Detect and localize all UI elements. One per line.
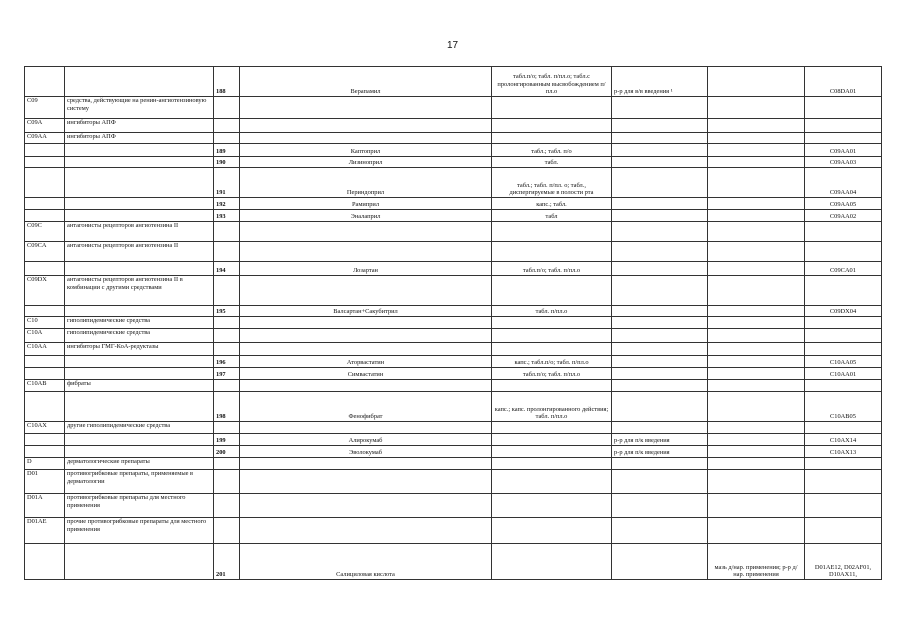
atc-group-code-cell [25, 198, 65, 210]
table-row [25, 97, 882, 119]
item-number-cell: 193 [214, 210, 240, 222]
topical-form-cell [708, 329, 805, 343]
drug-name-cell: Верапамил [240, 67, 492, 97]
atc-group-code-cell: C10 [25, 317, 65, 329]
topical-form-cell [708, 222, 805, 242]
drug-name-cell [240, 242, 492, 262]
topical-form-cell [708, 343, 805, 356]
route-cell [612, 518, 708, 544]
topical-form-cell [708, 210, 805, 222]
item-number-cell [214, 422, 240, 434]
topical-form-cell [708, 470, 805, 494]
atc-group-name-cell [65, 168, 214, 198]
route-cell [612, 343, 708, 356]
item-number-cell [214, 242, 240, 262]
drug-name-cell: Эналаприл [240, 210, 492, 222]
route-cell [612, 356, 708, 368]
dosage-form-cell: табл.п/о; табл. п/пл.о [492, 368, 612, 380]
table-row [25, 343, 882, 356]
drug-name-cell [240, 458, 492, 470]
dosage-form-cell [492, 544, 612, 580]
route-cell [612, 144, 708, 157]
atc-code-cell: C09AA01 [805, 144, 882, 157]
item-number-cell: 194 [214, 262, 240, 276]
dosage-form-cell: табл.; табл. п/пл. о; табл., диспергируемые в полости рта [492, 168, 612, 198]
drug-name-cell: Алирокумаб [240, 434, 492, 446]
atc-group-code-cell [25, 157, 65, 168]
atc-code-cell: C09AA05 [805, 198, 882, 210]
atc-code-cell: D01AE12, D02AF01, D10AX11, [805, 544, 882, 580]
topical-form-cell [708, 198, 805, 210]
atc-group-name-cell [65, 356, 214, 368]
atc-group-code-cell: C10AA [25, 343, 65, 356]
route-cell [612, 368, 708, 380]
atc-group-code-cell [25, 262, 65, 276]
table-row [25, 157, 882, 168]
topical-form-cell [708, 446, 805, 458]
atc-group-name-cell [65, 392, 214, 422]
dosage-form-cell: табл.п/о; табл. п/пл.о; табл.с пролонгированным высвобождением п/пл.о [492, 67, 612, 97]
table-row [25, 262, 882, 276]
table-row [25, 306, 882, 317]
drug-name-cell: Лизиноприл [240, 157, 492, 168]
page-number: 17 [446, 40, 459, 51]
atc-code-cell: C10AB05 [805, 392, 882, 422]
atc-group-code-cell [25, 544, 65, 580]
drug-name-cell [240, 317, 492, 329]
atc-code-cell: C10AA01 [805, 368, 882, 380]
topical-form-cell [708, 368, 805, 380]
atc-group-name-cell: гиполипидемические средства [65, 329, 214, 343]
table-row [25, 276, 882, 306]
table-row [25, 356, 882, 368]
atc-group-name-cell: гиполипидемические средства [65, 317, 214, 329]
atc-group-name-cell: антагонисты рецепторов ангиотензина II [65, 222, 214, 242]
atc-group-name-cell: фибраты [65, 380, 214, 392]
route-cell: р-р для в/в введения ¹ [612, 67, 708, 97]
drug-name-cell [240, 97, 492, 119]
atc-code-cell [805, 343, 882, 356]
drug-name-cell [240, 422, 492, 434]
atc-group-name-cell [65, 210, 214, 222]
dosage-form-cell [492, 518, 612, 544]
atc-group-name-cell: ингибиторы АПФ [65, 133, 214, 144]
dosage-form-cell [492, 222, 612, 242]
topical-form-cell [708, 434, 805, 446]
atc-group-code-cell: D01AE [25, 518, 65, 544]
table-row [25, 222, 882, 242]
topical-form-cell [708, 422, 805, 434]
drug-list-table [24, 66, 882, 580]
dosage-form-cell [492, 97, 612, 119]
table-row [25, 494, 882, 518]
table-row [25, 133, 882, 144]
dosage-form-cell [492, 446, 612, 458]
route-cell [612, 317, 708, 329]
dosage-form-cell: капс.; табл.п/о; табл. п/пл.о [492, 356, 612, 368]
atc-group-code-cell: C09CA [25, 242, 65, 262]
table-row [25, 392, 882, 422]
item-number-cell [214, 458, 240, 470]
item-number-cell [214, 276, 240, 306]
drug-name-cell: Каптоприл [240, 144, 492, 157]
item-number-cell [214, 329, 240, 343]
dosage-form-cell: табл.п/о; табл. п/пл.о [492, 262, 612, 276]
topical-form-cell [708, 494, 805, 518]
route-cell [612, 198, 708, 210]
route-cell [612, 494, 708, 518]
item-number-cell: 198 [214, 392, 240, 422]
atc-group-code-cell: C09 [25, 97, 65, 119]
dosage-form-cell [492, 242, 612, 262]
item-number-cell [214, 470, 240, 494]
topical-form-cell [708, 97, 805, 119]
topical-form-cell [708, 168, 805, 198]
table-row [25, 422, 882, 434]
atc-code-cell [805, 458, 882, 470]
table-row [25, 458, 882, 470]
table-row [25, 446, 882, 458]
drug-name-cell [240, 222, 492, 242]
topical-form-cell [708, 306, 805, 317]
topical-form-cell [708, 317, 805, 329]
atc-code-cell: C09CA01 [805, 262, 882, 276]
table-row [25, 544, 882, 580]
atc-group-code-cell [25, 356, 65, 368]
item-number-cell: 195 [214, 306, 240, 317]
dosage-form-cell [492, 380, 612, 392]
drug-name-cell: Аторвастатин [240, 356, 492, 368]
route-cell [612, 470, 708, 494]
dosage-form-cell: табл [492, 210, 612, 222]
table-row [25, 470, 882, 494]
table-row [25, 317, 882, 329]
atc-group-code-cell [25, 392, 65, 422]
item-number-cell: 199 [214, 434, 240, 446]
route-cell [612, 168, 708, 198]
atc-group-code-cell: D01 [25, 470, 65, 494]
dosage-form-cell [492, 470, 612, 494]
drug-name-cell [240, 329, 492, 343]
atc-code-cell: C09AA04 [805, 168, 882, 198]
drug-name-cell: Эволокумаб [240, 446, 492, 458]
route-cell [612, 422, 708, 434]
table-row [25, 368, 882, 380]
atc-code-cell [805, 317, 882, 329]
atc-group-name-cell [65, 262, 214, 276]
topical-form-cell [708, 242, 805, 262]
route-cell [612, 329, 708, 343]
atc-group-name-cell [65, 67, 214, 97]
atc-group-code-cell: D [25, 458, 65, 470]
route-cell [612, 458, 708, 470]
drug-name-cell [240, 494, 492, 518]
atc-group-name-cell [65, 306, 214, 317]
table-row [25, 144, 882, 157]
atc-code-cell: C09DX04 [805, 306, 882, 317]
dosage-form-cell [492, 434, 612, 446]
atc-group-code-cell [25, 434, 65, 446]
item-number-cell [214, 97, 240, 119]
dosage-form-cell: табл. [492, 157, 612, 168]
atc-code-cell: C09AA03 [805, 157, 882, 168]
item-number-cell [214, 343, 240, 356]
item-number-cell: 189 [214, 144, 240, 157]
table-row [25, 380, 882, 392]
atc-group-code-cell: C09DX [25, 276, 65, 306]
atc-group-code-cell: C09AA [25, 133, 65, 144]
table-row [25, 329, 882, 343]
atc-code-cell [805, 518, 882, 544]
atc-group-name-cell: противогрибковые препараты, применяемые в дерматологии [65, 470, 214, 494]
atc-group-code-cell [25, 67, 65, 97]
topical-form-cell [708, 119, 805, 133]
route-cell [612, 276, 708, 306]
atc-code-cell [805, 380, 882, 392]
atc-group-code-cell [25, 446, 65, 458]
atc-group-name-cell [65, 157, 214, 168]
atc-group-code-cell: C09C [25, 222, 65, 242]
item-number-cell [214, 317, 240, 329]
topical-form-cell [708, 157, 805, 168]
dosage-form-cell [492, 343, 612, 356]
atc-code-cell: C09AA02 [805, 210, 882, 222]
drug-name-cell: Фенофибрат [240, 392, 492, 422]
atc-code-cell [805, 133, 882, 144]
atc-group-name-cell: противогрибковые препараты для местного применения [65, 494, 214, 518]
table-row [25, 67, 882, 97]
drug-name-cell [240, 119, 492, 133]
route-cell [612, 97, 708, 119]
item-number-cell [214, 494, 240, 518]
atc-code-cell [805, 470, 882, 494]
atc-group-name-cell [65, 446, 214, 458]
route-cell [612, 262, 708, 276]
topical-form-cell [708, 262, 805, 276]
dosage-form-cell [492, 329, 612, 343]
table-row [25, 119, 882, 133]
route-cell: р-р для п/к введения [612, 434, 708, 446]
topical-form-cell [708, 144, 805, 157]
route-cell [612, 544, 708, 580]
topical-form-cell [708, 392, 805, 422]
atc-group-code-cell: C10AB [25, 380, 65, 392]
table-row [25, 434, 882, 446]
route-cell [612, 222, 708, 242]
atc-code-cell [805, 422, 882, 434]
item-number-cell: 188 [214, 67, 240, 97]
topical-form-cell [708, 133, 805, 144]
atc-code-cell [805, 97, 882, 119]
atc-group-name-cell [65, 144, 214, 157]
dosage-form-cell [492, 276, 612, 306]
atc-group-code-cell [25, 210, 65, 222]
topical-form-cell [708, 380, 805, 392]
route-cell [612, 380, 708, 392]
atc-code-cell [805, 494, 882, 518]
atc-group-name-cell [65, 198, 214, 210]
route-cell [612, 157, 708, 168]
topical-form-cell [708, 356, 805, 368]
dosage-form-cell [492, 458, 612, 470]
atc-code-cell [805, 242, 882, 262]
atc-code-cell [805, 119, 882, 133]
drug-name-cell [240, 343, 492, 356]
topical-form-cell [708, 458, 805, 470]
atc-code-cell [805, 276, 882, 306]
atc-group-code-cell [25, 168, 65, 198]
drug-name-cell [240, 380, 492, 392]
table-row [25, 518, 882, 544]
topical-form-cell: мазь д/нар. применения; р-р д/нар. применения [708, 544, 805, 580]
table-row [25, 168, 882, 198]
atc-code-cell [805, 329, 882, 343]
item-number-cell: 190 [214, 157, 240, 168]
item-number-cell: 191 [214, 168, 240, 198]
drug-name-cell: Лозартан [240, 262, 492, 276]
drug-name-cell [240, 276, 492, 306]
item-number-cell: 197 [214, 368, 240, 380]
drug-name-cell: Валсартан+Сакубитрил [240, 306, 492, 317]
item-number-cell: 200 [214, 446, 240, 458]
route-cell [612, 210, 708, 222]
item-number-cell [214, 518, 240, 544]
atc-group-name-cell [65, 544, 214, 580]
table-row [25, 198, 882, 210]
route-cell: р-р для п/к введения [612, 446, 708, 458]
atc-group-name-cell [65, 368, 214, 380]
atc-group-name-cell [65, 434, 214, 446]
dosage-form-cell [492, 133, 612, 144]
topical-form-cell [708, 67, 805, 97]
drug-name-cell: Салициловая кислота [240, 544, 492, 580]
table-row [25, 210, 882, 222]
item-number-cell: 201 [214, 544, 240, 580]
drug-name-cell [240, 470, 492, 494]
drug-name-cell [240, 518, 492, 544]
dosage-form-cell [492, 317, 612, 329]
atc-group-name-cell: дерматологические препараты [65, 458, 214, 470]
atc-group-name-cell: антагонисты рецепторов ангиотензина II в комбинации с другими средствами [65, 276, 214, 306]
dosage-form-cell: табл. п/пл.о [492, 306, 612, 317]
atc-group-code-cell: C09A [25, 119, 65, 133]
atc-code-cell: C10AX13 [805, 446, 882, 458]
atc-code-cell [805, 222, 882, 242]
drug-name-cell: Периндоприл [240, 168, 492, 198]
route-cell [612, 242, 708, 262]
atc-group-code-cell [25, 368, 65, 380]
atc-group-code-cell [25, 144, 65, 157]
drug-name-cell [240, 133, 492, 144]
route-cell [612, 119, 708, 133]
dosage-form-cell: табл.; табл. п/о [492, 144, 612, 157]
dosage-form-cell: капс.; капс. пролонгированного действия; табл. п/пл.о [492, 392, 612, 422]
item-number-cell: 196 [214, 356, 240, 368]
topical-form-cell [708, 518, 805, 544]
topical-form-cell [708, 276, 805, 306]
dosage-form-cell [492, 119, 612, 133]
dosage-form-cell [492, 422, 612, 434]
table-row [25, 242, 882, 262]
dosage-form-cell [492, 494, 612, 518]
item-number-cell [214, 380, 240, 392]
atc-group-name-cell: ингибиторы АПФ [65, 119, 214, 133]
atc-group-name-cell: прочие противогрибковые препараты для местного применения [65, 518, 214, 544]
route-cell [612, 133, 708, 144]
drug-name-cell: Рамиприл [240, 198, 492, 210]
dosage-form-cell: капс.; табл. [492, 198, 612, 210]
route-cell [612, 306, 708, 317]
item-number-cell [214, 133, 240, 144]
item-number-cell [214, 222, 240, 242]
route-cell [612, 392, 708, 422]
atc-code-cell: C10AX14 [805, 434, 882, 446]
atc-code-cell: C08DA01 [805, 67, 882, 97]
atc-group-code-cell [25, 306, 65, 317]
atc-code-cell: C10AA05 [805, 356, 882, 368]
drug-name-cell: Симвастатин [240, 368, 492, 380]
atc-group-name-cell: антагонисты рецепторов ангиотензина II [65, 242, 214, 262]
atc-group-code-cell: C10A [25, 329, 65, 343]
atc-group-code-cell: C10AX [25, 422, 65, 434]
atc-group-name-cell: другие гиполипидемические средства [65, 422, 214, 434]
atc-group-name-cell: ингибиторы ГМГ-КоА-редуктазы [65, 343, 214, 356]
atc-group-name-cell: средства, действующие на ренин-ангиотензиновую систему [65, 97, 214, 119]
atc-group-code-cell: D01A [25, 494, 65, 518]
item-number-cell: 192 [214, 198, 240, 210]
item-number-cell [214, 119, 240, 133]
